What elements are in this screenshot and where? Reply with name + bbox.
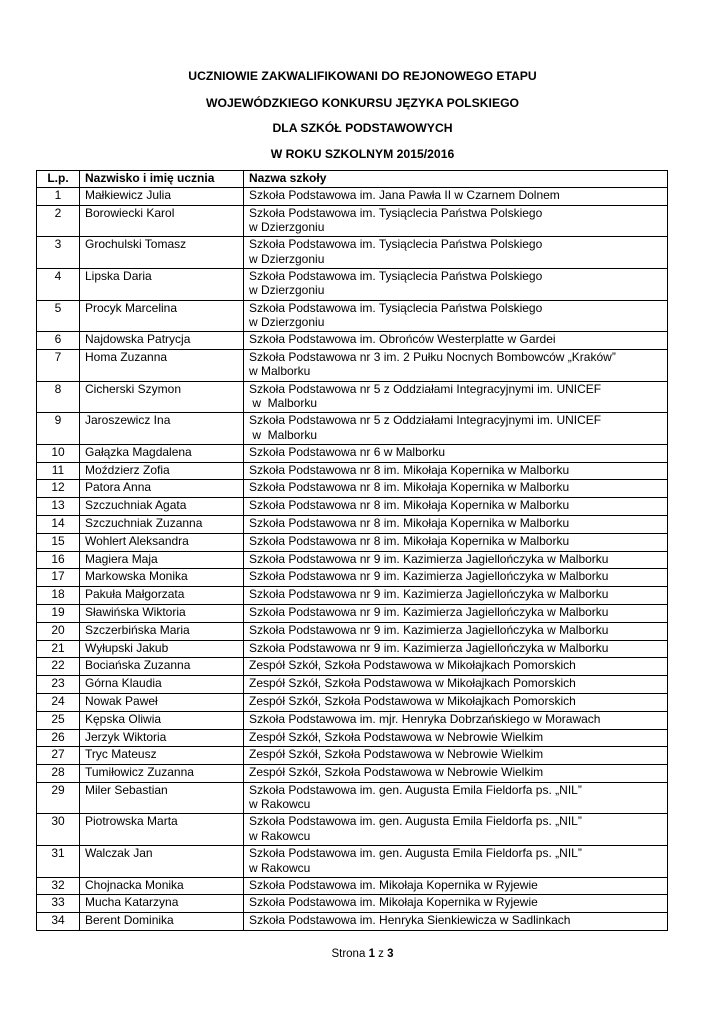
row-lp: 11 [37,462,80,480]
school-name-line: Szkoła Podstawowa nr 9 im. Kazimierza Jagiellończyka w Malborku [249,640,609,655]
table-row [37,747,668,765]
row-school-name [244,913,668,931]
row-student-name: Borowiecki Karol [80,205,244,237]
school-name-line: Szkoła Podstawowa nr 5 z Oddziałami Integracyjnymi im. UNICEF [249,381,602,396]
row-student-name: Berent Dominika [80,913,244,931]
school-name-line: Szkoła Podstawowa im. Obrońców Westerplatte w Gardei [249,332,556,347]
row-lp: 29 [37,782,80,814]
row-lp: 7 [37,349,80,381]
row-school-name [244,533,668,551]
school-name-line: w Dzierzgoniu [249,220,325,235]
school-name-line: Szkoła Podstawowa nr 9 im. Kazimierza Jagiellończyka w Malborku [249,604,609,619]
row-lp: 14 [37,515,80,533]
row-lp: 24 [37,693,80,711]
school-name-line: Zespół Szkół, Szkoła Podstawowa w Nebrowie Wielkim [249,765,544,780]
table-row [37,349,668,381]
table-row [37,814,668,846]
school-name-line: Szkoła Podstawowa nr 8 im. Mikołaja Kopernika w Malborku [249,515,570,530]
school-name-line: w Rakowcu [249,860,311,875]
row-lp: 12 [37,480,80,498]
row-student-name: Szczuchniak Zuzanna [80,515,244,533]
row-student-name: Piotrowska Marta [80,814,244,846]
school-name-line: w Malborku [249,396,318,411]
row-lp: 6 [37,332,80,350]
table-row [37,205,668,237]
school-name-line: w Rakowcu [249,797,311,812]
row-lp: 4 [37,268,80,300]
table-row [37,188,668,206]
row-lp: 13 [37,498,80,516]
school-name-line: w Rakowcu [249,828,311,843]
school-name-line: Szkoła Podstawowa nr 8 im. Mikołaja Kopernika w Malborku [249,498,570,513]
row-school-name [244,444,668,462]
row-lp: 1 [37,188,80,206]
school-name-line: w Malborku [249,427,318,442]
school-name-line: Szkoła Podstawowa nr 3 im. 2 Pułku Nocnych Bombowców „Kraków” [249,349,616,364]
table-row [37,300,668,332]
school-name-line: Szkoła Podstawowa im. Tysiąclecia Państwa Polskiego [249,205,543,220]
page-footer [0,948,725,960]
row-school-name [244,622,668,640]
table-row [37,765,668,783]
row-lp: 16 [37,551,80,569]
table-row [37,551,668,569]
row-lp: 30 [37,814,80,846]
header-school-name: Nazwa szkoły [244,171,668,188]
row-lp: 32 [37,877,80,895]
row-school-name [244,205,668,237]
school-name-line: Zespół Szkół, Szkoła Podstawowa w Nebrowie Wielkim [249,729,544,744]
header-lp: L.p. [37,171,80,188]
row-school-name [244,877,668,895]
footer-label: Strona [331,948,366,960]
school-name-line: Szkoła Podstawowa im. Tysiąclecia Państwa Polskiego [249,237,543,252]
school-name-line: w Dzierzgoniu [249,315,325,330]
row-lp: 31 [37,846,80,878]
row-student-name: Jerzyk Wiktoria [80,729,244,747]
row-student-name: Szczuchniak Agata [80,498,244,516]
row-school-name [244,587,668,605]
row-student-name: Sławińska Wiktoria [80,604,244,622]
row-school-name [244,332,668,350]
row-lp: 17 [37,569,80,587]
row-lp: 15 [37,533,80,551]
footer-of: z [378,948,384,960]
school-name-line: Szkoła Podstawowa nr 9 im. Kazimierza Jagiellończyka w Malborku [249,587,609,602]
table-row [37,533,668,551]
table-row [37,604,668,622]
table-row [37,413,668,445]
table-row [37,515,668,533]
row-lp: 18 [37,587,80,605]
school-name-line: Szkoła Podstawowa im. Henryka Sienkiewicza w Sadlinkach [249,913,571,928]
school-name-line: Szkoła Podstawowa im. Tysiąclecia Państwa Polskiego [249,300,543,315]
table-row [37,782,668,814]
school-name-line: Zespół Szkół, Szkoła Podstawowa w Nebrowie Wielkim [249,747,544,762]
row-student-name: Chojnacka Monika [80,877,244,895]
row-lp: 34 [37,913,80,931]
table-row [37,846,668,878]
table-body [37,188,668,931]
row-school-name [244,765,668,783]
row-lp: 27 [37,747,80,765]
row-school-name [244,237,668,269]
row-lp: 22 [37,658,80,676]
table-row [37,569,668,587]
row-lp: 9 [37,413,80,445]
header-student-name: Nazwisko i imię ucznia [80,171,244,188]
table-row [37,237,668,269]
document-title-line-4: W ROKU SZKOLNYM 2015/2016 [270,147,455,161]
table-row [37,640,668,658]
table-header-row [37,171,668,188]
row-lp: 19 [37,604,80,622]
row-school-name [244,515,668,533]
row-lp: 25 [37,711,80,729]
row-school-name [244,551,668,569]
document-title-line-2: WOJEWÓDZKIEGO KONKURSU JĘZYKA POLSKIEGO [205,96,520,110]
row-student-name: Magiera Maja [80,551,244,569]
footer-total-pages: 3 [387,948,394,960]
school-name-line: Szkoła Podstawowa im. gen. Augusta Emila Fieldorfa ps. „NIL” [249,782,582,797]
row-student-name: Kępska Oliwia [80,711,244,729]
row-student-name: Wyłupski Jakub [80,640,244,658]
row-student-name: Małkiewicz Julia [80,188,244,206]
school-name-line: Szkoła Podstawowa im. mjr. Henryka Dobrzańskiego w Morawach [249,711,601,726]
school-name-line: Szkoła Podstawowa nr 8 im. Mikołaja Kopernika w Malborku [249,480,570,495]
row-student-name: Mucha Katarzyna [80,895,244,913]
school-name-line: Szkoła Podstawowa im. Mikołaja Kopernika w Ryjewie [249,895,538,910]
row-school-name [244,747,668,765]
school-name-line: w Dzierzgoniu [249,251,325,266]
school-name-line: Szkoła Podstawowa nr 8 im. Mikołaja Kopernika w Malborku [249,533,570,548]
row-student-name: Górna Klaudia [80,676,244,694]
table-row [37,658,668,676]
row-student-name: Bociańska Zuzanna [80,658,244,676]
footer-page-number: 1 [368,948,375,960]
row-school-name [244,711,668,729]
row-lp: 28 [37,765,80,783]
table-row [37,877,668,895]
table-row [37,462,668,480]
school-name-line: Szkoła Podstawowa im. Jana Pawła II w Czarnem Dolnem [249,188,560,202]
table-row [37,498,668,516]
row-student-name: Jaroszewicz Ina [80,413,244,445]
row-lp: 26 [37,729,80,747]
row-school-name [244,693,668,711]
table-row [37,622,668,640]
school-name-line: Szkoła Podstawowa im. Mikołaja Kopernika w Ryjewie [249,877,538,892]
row-student-name: Szczerbińska Maria [80,622,244,640]
document-title-line-1: UCZNIOWIE ZAKWALIFIKOWANI DO REJONOWEGO ETAPU [188,69,537,83]
row-student-name: Markowska Monika [80,569,244,587]
row-school-name [244,569,668,587]
row-school-name [244,268,668,300]
school-name-line: Szkoła Podstawowa im. gen. Augusta Emila Fieldorfa ps. „NIL” [249,846,582,861]
row-student-name: Lipska Daria [80,268,244,300]
school-name-line: Szkoła Podstawowa nr 9 im. Kazimierza Jagiellończyka w Malborku [249,569,609,584]
row-school-name [244,462,668,480]
row-student-name: Nowak Paweł [80,693,244,711]
row-student-name: Procyk Marcelina [80,300,244,332]
row-lp: 3 [37,237,80,269]
row-lp: 21 [37,640,80,658]
table-row [37,895,668,913]
row-student-name: Cicherski Szymon [80,381,244,413]
row-school-name [244,729,668,747]
row-school-name [244,498,668,516]
row-school-name [244,413,668,445]
row-student-name: Homa Zuzanna [80,349,244,381]
row-school-name [244,480,668,498]
row-lp: 23 [37,676,80,694]
row-school-name [244,640,668,658]
document-title-line-3: DLA SZKÓŁ PODSTAWOWYCH [272,121,453,135]
school-name-line: Zespół Szkół, Szkoła Podstawowa w Mikołajkach Pomorskich [249,658,576,673]
row-student-name: Wohlert Aleksandra [80,533,244,551]
row-school-name [244,381,668,413]
row-student-name: Walczak Jan [80,846,244,878]
row-student-name: Tryc Mateusz [80,747,244,765]
row-student-name: Patora Anna [80,480,244,498]
school-name-line: w Malborku [249,364,311,379]
row-school-name [244,604,668,622]
row-student-name: Gałązka Magdalena [80,444,244,462]
row-lp: 2 [37,205,80,237]
row-school-name [244,895,668,913]
table-row [37,268,668,300]
row-student-name: Najdowska Patrycja [80,332,244,350]
row-lp: 10 [37,444,80,462]
row-school-name [244,846,668,878]
row-student-name: Miler Sebastian [80,782,244,814]
table-row [37,913,668,931]
school-name-line: Szkoła Podstawowa im. Tysiąclecia Państwa Polskiego [249,268,543,283]
row-school-name [244,814,668,846]
row-school-name [244,188,668,206]
table-row [37,711,668,729]
table-row [37,381,668,413]
school-name-line: Zespół Szkół, Szkoła Podstawowa w Mikołajkach Pomorskich [249,693,576,708]
school-name-line: Zespół Szkół, Szkoła Podstawowa w Mikołajkach Pomorskich [249,676,576,691]
row-school-name [244,676,668,694]
students-table [36,170,668,931]
row-lp: 5 [37,300,80,332]
school-name-line: Szkoła Podstawowa im. gen. Augusta Emila Fieldorfa ps. „NIL” [249,814,582,829]
row-student-name: Pakuła Małgorzata [80,587,244,605]
table-row [37,332,668,350]
school-name-line: Szkoła Podstawowa nr 9 im. Kazimierza Jagiellończyka w Malborku [249,622,609,637]
school-name-line: w Dzierzgoniu [249,283,325,298]
row-school-name [244,349,668,381]
row-school-name [244,782,668,814]
table-row [37,444,668,462]
table-row [37,693,668,711]
row-school-name [244,300,668,332]
table-row [37,587,668,605]
table-row [37,676,668,694]
row-lp: 33 [37,895,80,913]
table-row [37,480,668,498]
row-lp: 20 [37,622,80,640]
school-name-line: Szkoła Podstawowa nr 5 z Oddziałami Integracyjnymi im. UNICEF [249,413,602,428]
school-name-line: Szkoła Podstawowa nr 9 im. Kazimierza Jagiellończyka w Malborku [249,551,609,566]
row-student-name: Moździerz Zofia [80,462,244,480]
table-row [37,729,668,747]
row-student-name: Tumiłowicz Zuzanna [80,765,244,783]
row-student-name: Grochulski Tomasz [80,237,244,269]
school-name-line: Szkoła Podstawowa nr 6 w Malborku [249,444,446,459]
row-lp: 8 [37,381,80,413]
row-school-name [244,658,668,676]
school-name-line: Szkoła Podstawowa nr 8 im. Mikołaja Kopernika w Malborku [249,462,570,477]
